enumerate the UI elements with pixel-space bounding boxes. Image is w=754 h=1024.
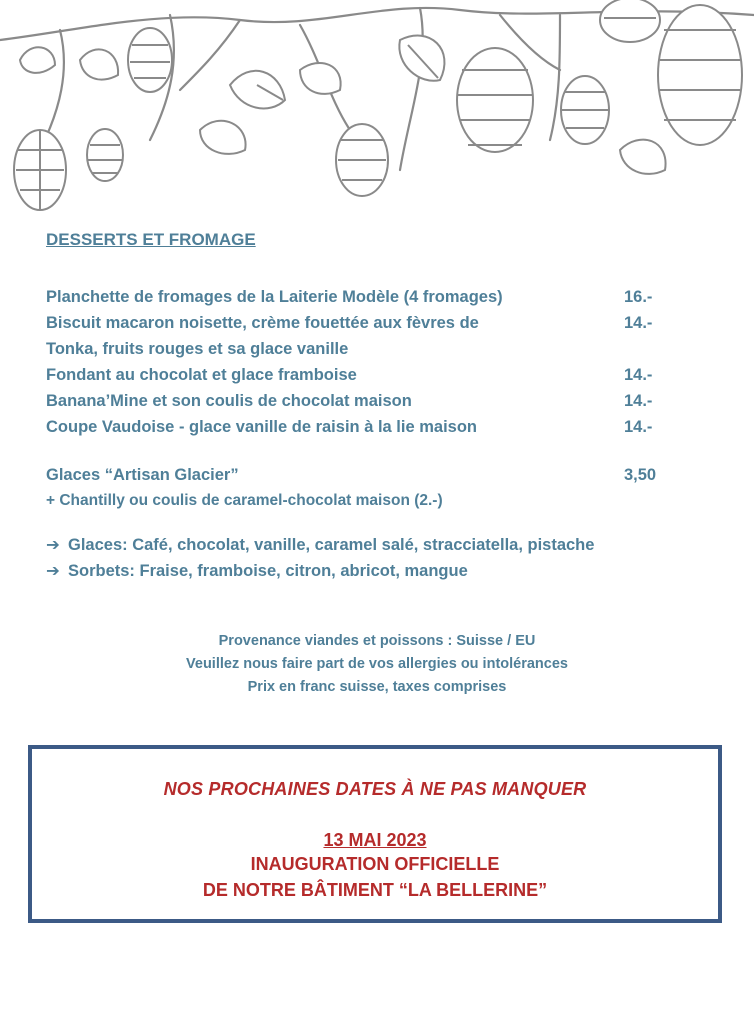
glaces-extra: + Chantilly ou coulis de caramel-chocolat maison (2.-) [46, 492, 443, 509]
arrow-right-icon: ➔ [46, 536, 60, 554]
menu-item [46, 388, 676, 414]
note-prices: Prix en franc suisse, taxes comprises [247, 679, 507, 695]
note-allergies: Veuillez nous faire part de vos allergies ou intolérances [186, 656, 568, 672]
menu-item [46, 414, 676, 440]
flavor-line [46, 558, 676, 584]
menu-item-price: 14.- [624, 366, 653, 384]
menu-item-name: Tonka, fruits rouges et sa glace vanille [46, 340, 349, 358]
menu-item-name: Fondant au chocolat et glace framboise [46, 366, 357, 384]
flavor-line [46, 532, 676, 558]
menu-item-name: Planchette de fromages de la Laiterie Modèle (4 fromages) [46, 288, 503, 306]
announcement-box [28, 745, 722, 923]
menu-item-name: Banana’Mine et son coulis de chocolat maison [46, 392, 412, 410]
glaces-item [46, 462, 676, 488]
menu-item-price: 16.- [624, 288, 653, 306]
flavor-list [46, 532, 676, 584]
event-date: 13 MAI 2023 [323, 830, 427, 850]
note-origin: Provenance viandes et poissons : Suisse / EU [218, 633, 536, 649]
menu-item [46, 362, 676, 388]
glaces-name: Glaces “Artisan Glacier” [46, 466, 239, 484]
menu-item [46, 310, 676, 336]
flavor-text: Glaces: Café, chocolat, vanille, caramel salé, stracciatella, pistache [68, 536, 595, 554]
event-line-2: DE NOTRE BÂTIMENT “LA BELLERINE” [202, 880, 548, 900]
hops-illustration [0, 0, 754, 220]
menu-notes [0, 630, 754, 699]
menu-item-price: 14.- [624, 418, 653, 436]
dessert-menu [46, 230, 676, 584]
section-title: DESSERTS ET FROMAGE [46, 230, 256, 249]
arrow-right-icon: ➔ [46, 562, 60, 580]
menu-item-price: 14.- [624, 314, 653, 332]
menu-item-price [624, 336, 676, 362]
announcement-headline: NOS PROCHAINES DATES À NE PAS MANQUER [163, 779, 587, 799]
menu-item [46, 336, 676, 362]
menu-item-name: Biscuit macaron noisette, crème fouettée aux fèvres de [46, 314, 479, 332]
menu-item-price: 14.- [624, 392, 653, 410]
menu-item-name: Coupe Vaudoise - glace vanille de raisin à la lie maison [46, 418, 477, 436]
event-line-1: INAUGURATION OFFICIELLE [250, 854, 500, 874]
flavor-text: Sorbets: Fraise, framboise, citron, abricot, mangue [68, 562, 468, 580]
menu-item [46, 284, 676, 310]
glaces-price: 3,50 [624, 466, 657, 484]
